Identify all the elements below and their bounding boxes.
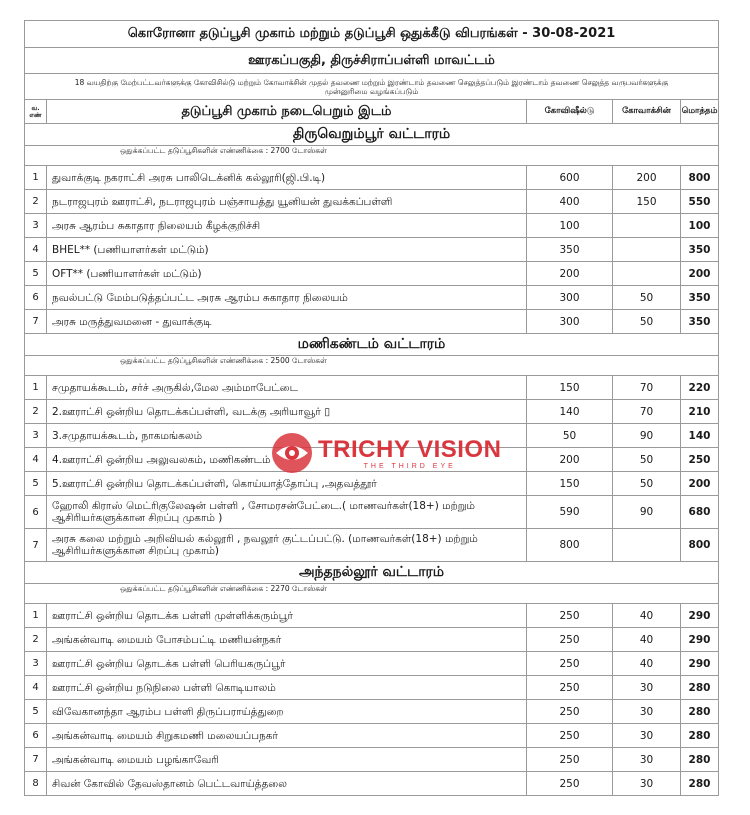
row-covaxin: 90	[613, 424, 681, 447]
row-total: 100	[688, 219, 711, 232]
priority-note: 18 வயதிற்கு மேற்பட்டவர்களுக்கு கோவிசில்டு மற்றும் கோவாக்சின் முதல் தவணை மற்றும் இரண்டாம் தவணை செலுத்தப்படும் இரண்டாம் தவணை செலுத்த வருபவர்களுக்கு முன்னுரிமை வழங்கப்படும்	[74, 77, 669, 96]
row-total: 800	[688, 171, 711, 184]
row-place: அரசு மருத்துவமனை - துவாக்குடி	[47, 310, 527, 333]
district-subtitle: ஊரகப்பகுதி, திருச்சிராப்பள்ளி மாவட்டம்	[248, 52, 495, 68]
row-place: நவல்பட்டு மேம்படுத்தப்பட்ட அரசு ஆரம்ப சுகாதார நிலையம்	[47, 286, 527, 309]
row-covaxin: 40	[613, 604, 681, 627]
row-total: 350	[688, 243, 711, 256]
row-sno: 7	[25, 529, 47, 561]
row-covishield: 150	[527, 376, 613, 399]
row-total: 140	[688, 429, 711, 442]
row-total: 290	[688, 633, 711, 646]
allocation-row	[25, 146, 718, 166]
table-row	[25, 310, 718, 334]
dose-allocation: ஒதுக்கப்பட்ட தடுப்பூசிகளின் எண்ணிக்கை : 2500 டோஸ்கள்	[120, 356, 327, 365]
table-row	[25, 448, 718, 472]
row-covaxin: 30	[613, 748, 681, 771]
row-total: 350	[688, 315, 711, 328]
row-total: 280	[688, 729, 711, 742]
row-covishield: 300	[527, 310, 613, 333]
row-place: ஹோலி கிராஸ் மெட்ரிகுலேஷன் பள்ளி , சோமரசன்பேட்டை.( மாணவர்கள்(18+) மற்றும் ஆசிரியர்களுக்கான சிறப்பு முகாம் )	[47, 496, 527, 528]
row-place: அங்கன்வாடி மையம் சிறுகமணி மலையப்பநகர்	[47, 724, 527, 747]
row-covishield: 50	[527, 424, 613, 447]
block-heading-row	[25, 562, 718, 584]
subtitle-row	[25, 48, 718, 74]
table-row	[25, 400, 718, 424]
page-title: கொரோனா தடுப்பூசி முகாம் மற்றும் தடுப்பூசி ஒதுக்கீடு விபரங்கள் - 30-08-2021	[127, 26, 616, 41]
table-row	[25, 214, 718, 238]
row-covaxin: 30	[613, 700, 681, 723]
row-covaxin: 70	[613, 376, 681, 399]
row-total: 200	[688, 267, 711, 280]
allocation-row	[25, 356, 718, 376]
row-total: 290	[688, 657, 711, 670]
row-sno: 4	[25, 448, 47, 471]
row-covishield: 100	[527, 214, 613, 237]
row-total: 220	[688, 381, 711, 394]
table-row	[25, 652, 718, 676]
row-total: 550	[688, 195, 711, 208]
table-row	[25, 676, 718, 700]
row-sno: 1	[25, 376, 47, 399]
table-row	[25, 496, 718, 529]
table-row	[25, 724, 718, 748]
table-row	[25, 772, 718, 796]
row-total: 680	[688, 506, 711, 518]
row-place: அங்கன்வாடி மையம் பழங்காவேரி	[47, 748, 527, 771]
table-row	[25, 424, 718, 448]
row-total: 290	[688, 609, 711, 622]
row-covaxin: 30	[613, 724, 681, 747]
row-covaxin: 200	[613, 166, 681, 189]
row-sno: 5	[25, 472, 47, 495]
block-name: மணிகண்டம் வட்டாரம்	[297, 335, 446, 352]
row-sno: 2	[25, 190, 47, 213]
row-covaxin: 70	[613, 400, 681, 423]
row-place: ஊராட்சி ஒன்றிய தொடக்க பள்ளி முள்ளிக்கரும்பூர்	[47, 604, 527, 627]
row-place: சமுதாயக்கூடம், சர்ச் அருகில்,மேல அம்மாபேட்டை	[47, 376, 527, 399]
row-total: 350	[688, 291, 711, 304]
row-sno: 7	[25, 748, 47, 771]
row-covaxin: 30	[613, 676, 681, 699]
row-sno: 6	[25, 724, 47, 747]
row-covaxin	[613, 529, 681, 561]
watermark-tagline: THE THIRD EYE	[363, 462, 456, 470]
row-covaxin	[613, 238, 681, 261]
row-place: அரசு கலை மற்றும் அறிவியல் கல்லூரி , நவலூர் குட்டப்பட்டு. (மாணவர்கள்(18+) மற்றும் ஆசிரியர்களுக்கான சிறப்பு முகாம்)	[47, 529, 527, 561]
row-covishield: 590	[527, 496, 613, 528]
row-place: அங்கன்வாடி மையம் போசம்பட்டி மணியன்நகர்	[47, 628, 527, 651]
table-row	[25, 748, 718, 772]
vaccination-schedule-table	[24, 20, 719, 796]
row-place: ஊராட்சி ஒன்றிய நடுநிலை பள்ளி கொடியாலம்	[47, 676, 527, 699]
table-row	[25, 529, 718, 562]
row-covishield: 400	[527, 190, 613, 213]
row-total: 200	[688, 477, 711, 490]
row-covishield: 250	[527, 772, 613, 795]
row-place: சிவன் கோவில் தேவஸ்தானம் பெட்டவாய்த்தலை	[47, 772, 527, 795]
row-covaxin: 40	[613, 628, 681, 651]
row-covishield: 800	[527, 529, 613, 561]
row-sno: 1	[25, 166, 47, 189]
row-covaxin: 90	[613, 496, 681, 528]
row-covishield: 150	[527, 472, 613, 495]
row-sno: 7	[25, 310, 47, 333]
table-row	[25, 604, 718, 628]
dose-allocation: ஒதுக்கப்பட்ட தடுப்பூசிகளின் எண்ணிக்கை : 2270 டோஸ்கள்	[120, 584, 327, 593]
row-sno: 5	[25, 262, 47, 285]
row-total: 280	[688, 705, 711, 718]
row-place: BHEL** (பணியாளர்கள் மட்டும்)	[47, 238, 527, 261]
row-sno: 2	[25, 628, 47, 651]
row-covishield: 250	[527, 724, 613, 747]
row-total: 280	[688, 753, 711, 766]
row-covaxin: 50	[613, 286, 681, 309]
table-row	[25, 700, 718, 724]
row-sno: 4	[25, 238, 47, 261]
row-sno: 5	[25, 700, 47, 723]
row-covaxin	[613, 214, 681, 237]
row-place: 4.ஊராட்சி ஒன்றிய அலுவலகம், மணிகண்டம்	[47, 448, 527, 471]
row-covishield: 250	[527, 628, 613, 651]
col-header-sno: வ. எண்	[25, 100, 47, 123]
row-covishield: 300	[527, 286, 613, 309]
row-sno: 3	[25, 652, 47, 675]
col-header-covaxin: கோவாக்சின்	[613, 100, 681, 123]
col-header-covishield: கோவிஷீல்டு	[527, 100, 613, 123]
table-row	[25, 166, 718, 190]
row-sno: 3	[25, 424, 47, 447]
row-covaxin: 50	[613, 472, 681, 495]
row-place: OFT** (பணியாளர்கள் மட்டும்)	[47, 262, 527, 285]
row-sno: 8	[25, 772, 47, 795]
row-place: 3.சமுதாயக்கூடம், நாகமங்கலம்	[47, 424, 527, 447]
row-covishield: 250	[527, 676, 613, 699]
block-name: அந்தநல்லூர் வட்டாரம்	[298, 563, 445, 580]
row-covishield: 250	[527, 652, 613, 675]
row-place: 2.ஊராட்சி ஒன்றிய தொடக்கப்பள்ளி, வடக்கு அரியாவூர் ▯	[47, 400, 527, 423]
table-row	[25, 190, 718, 214]
row-total: 250	[688, 453, 711, 466]
row-sno: 2	[25, 400, 47, 423]
row-total: 280	[688, 777, 711, 790]
row-place: 5.ஊராட்சி ஒன்றிய தொடக்கப்பள்ளி, கொய்யாத்தோப்பு ,அதவத்தூர்	[47, 472, 527, 495]
row-place: துவாக்குடி நகராட்சி அரசு பாலிடெக்னிக் கல்லூரி(ஜி.பி.டி)	[47, 166, 527, 189]
table-row	[25, 262, 718, 286]
row-covaxin: 150	[613, 190, 681, 213]
row-sno: 4	[25, 676, 47, 699]
col-header-total: மொத்தம்	[681, 106, 718, 116]
dose-allocation: ஒதுக்கப்பட்ட தடுப்பூசிகளின் எண்ணிக்கை : 2700 டோஸ்கள்	[120, 146, 327, 155]
row-total: 280	[688, 681, 711, 694]
table-row	[25, 472, 718, 496]
table-row	[25, 376, 718, 400]
row-covishield: 200	[527, 262, 613, 285]
row-covaxin: 50	[613, 310, 681, 333]
column-header-row	[25, 100, 718, 124]
row-place: ஊராட்சி ஒன்றிய தொடக்க பள்ளி பெரியகருப்பூர்	[47, 652, 527, 675]
note-row	[25, 74, 718, 100]
row-sno: 1	[25, 604, 47, 627]
block-name: திருவெறும்பூர் வட்டாரம்	[292, 125, 451, 142]
row-covishield: 250	[527, 604, 613, 627]
row-covishield: 140	[527, 400, 613, 423]
col-header-place: தடுப்பூசி முகாம் நடைபெறும் இடம்	[47, 100, 527, 123]
row-covishield: 250	[527, 700, 613, 723]
block-heading-row	[25, 334, 718, 356]
row-covaxin: 50	[613, 448, 681, 471]
row-place: விவேகானந்தா ஆரம்ப பள்ளி திருப்பராய்த்துறை	[47, 700, 527, 723]
table-row	[25, 628, 718, 652]
watermark-brand: TRICHY VISION	[318, 435, 502, 463]
row-sno: 3	[25, 214, 47, 237]
row-covishield: 600	[527, 166, 613, 189]
row-sno: 6	[25, 286, 47, 309]
row-covaxin	[613, 262, 681, 285]
row-place: அரசு ஆரம்ப சுகாதார நிலையம் கீழக்குறிச்சி	[47, 214, 527, 237]
table-row	[25, 238, 718, 262]
block-heading-row	[25, 124, 718, 146]
row-place: நடராஜபுரம் ஊராட்சி, நடராஜபுரம் பஞ்சாயத்து யூனியன் துவக்கப்பள்ளி	[47, 190, 527, 213]
row-sno: 6	[25, 496, 47, 528]
row-covaxin: 30	[613, 772, 681, 795]
row-covishield: 250	[527, 748, 613, 771]
title-row	[25, 20, 718, 48]
allocation-row	[25, 584, 718, 604]
row-total: 210	[688, 405, 711, 418]
row-covishield: 200	[527, 448, 613, 471]
table-row	[25, 286, 718, 310]
row-covaxin: 40	[613, 652, 681, 675]
row-total: 800	[688, 539, 711, 551]
row-covishield: 350	[527, 238, 613, 261]
